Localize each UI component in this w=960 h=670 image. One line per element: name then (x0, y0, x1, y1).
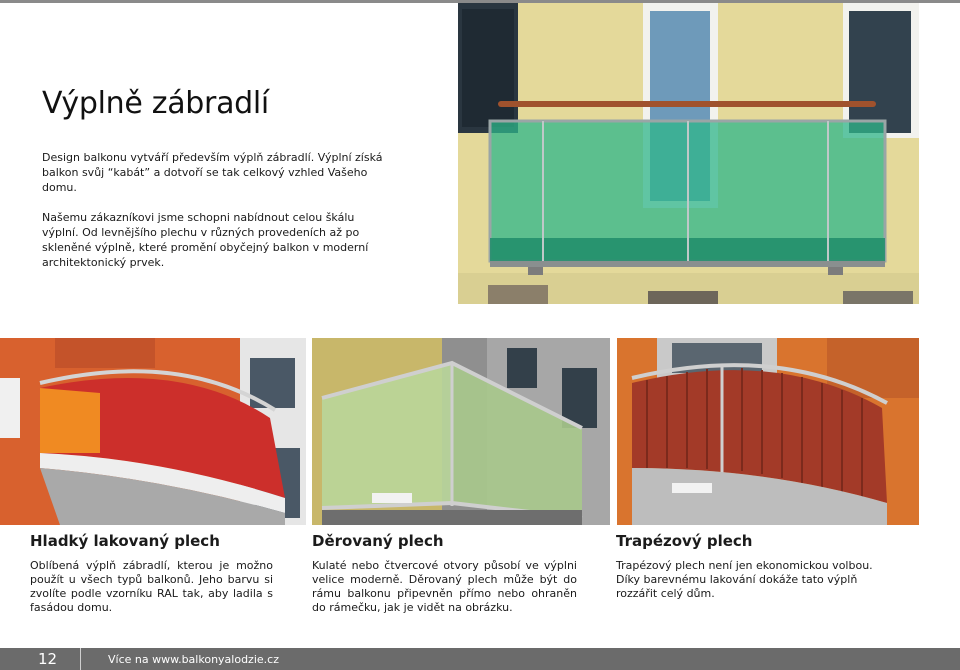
page-number: 12 (38, 650, 58, 668)
intro-paragraph-2: Našemu zákazníkovi jsme schopni nabídnout celou škálu výplní. Od levnějšího plechu v různých provedeních až po skleněné výplně, které promění obyčejný balkon v moderní architektonický prvek. (42, 211, 369, 269)
trapezoidal-panel-photo (617, 338, 919, 525)
section-text: Kulaté nebo čtvercové otvory působí ve výplni velice moderně. Děrovaný plech může být do rámu balkonu připevněn přímo nebo ohraněn do rámečku, jak je vidět na obrázku. (312, 559, 577, 614)
website-link[interactable]: Více na www.balkonyalodzie.cz (108, 653, 279, 666)
page-title: Výplně zábradlí (42, 86, 269, 121)
section-trapezoidal-sheet (616, 532, 892, 601)
section-text: Oblíbená výplň zábradlí, kterou je možno použít u všech typů balkonů. Jeho barvu si zvolíte podle vzorníku RAL tak, aby ladila s fasádou domu. (30, 559, 273, 614)
smooth-panel-photo (0, 338, 306, 525)
section-smooth-sheet (30, 532, 273, 615)
intro-paragraph-1: Design balkonu vytváří především výplň zábradlí. Výplní získá balkon svůj “kabát” a dotvoří se tak celkový vzhled Vašeho domu. (42, 151, 383, 194)
section-heading: Hladký lakovaný plech (30, 532, 220, 550)
section-heading: Trapézový plech (616, 532, 753, 550)
perforated-panel-photo (312, 338, 610, 525)
footer-divider (80, 648, 81, 670)
glass-balcony-photo (458, 3, 919, 304)
intro-text (42, 150, 392, 285)
section-heading: Děrovaný plech (312, 532, 444, 550)
section-text: Trapézový plech není jen ekonomickou volbou. Díky barevnému lakování dokáže tato výplň rozzářit celý dům. (616, 559, 873, 600)
page-footer (0, 648, 960, 670)
section-perforated-sheet (312, 532, 577, 615)
